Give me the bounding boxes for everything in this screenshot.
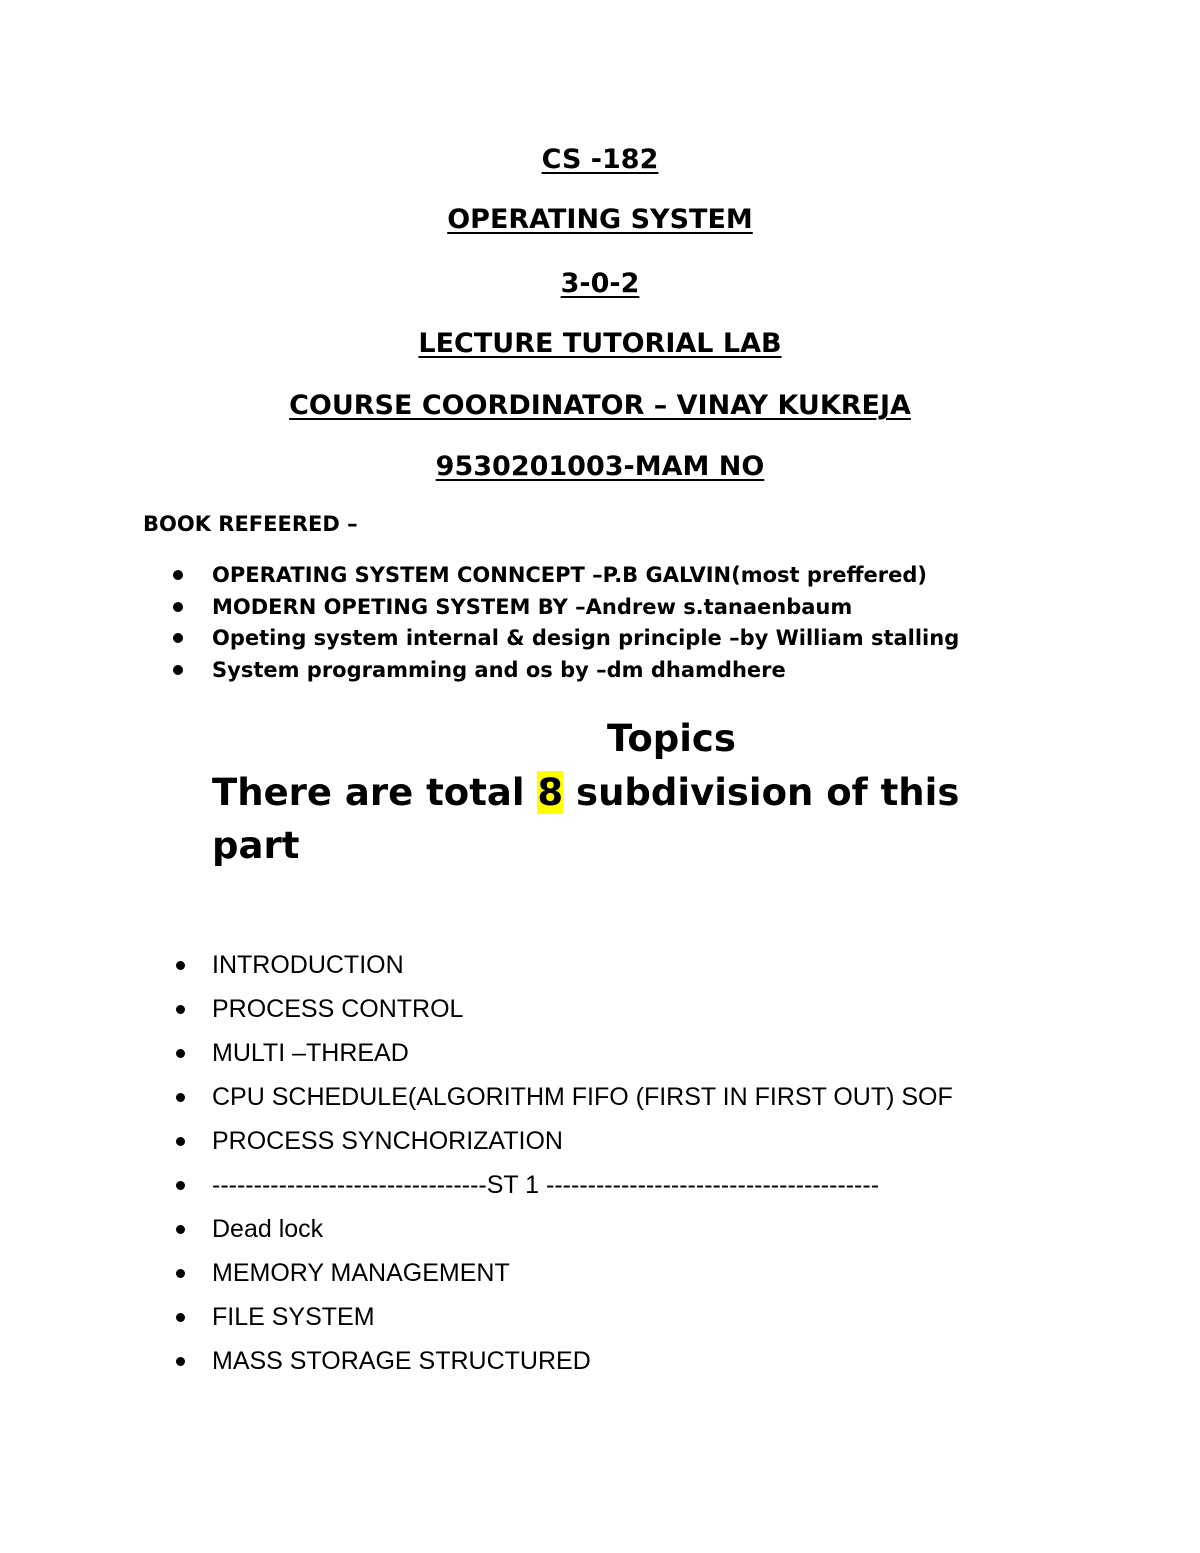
bullet-icon — [176, 1137, 185, 1146]
list-item — [0, 1121, 1200, 1165]
book-list — [0, 560, 1200, 686]
topic-item-text: FILE SYSTEM — [212, 1303, 375, 1331]
list-item — [0, 623, 1200, 655]
list-item — [0, 655, 1200, 687]
list-item — [0, 989, 1200, 1033]
topics-title: Topics — [607, 717, 736, 760]
bullet-icon — [176, 1181, 185, 1190]
list-item — [0, 560, 1200, 592]
subdivision-text-after: subdivision of this part — [212, 771, 960, 867]
list-item — [0, 1341, 1200, 1385]
bullet-icon — [176, 1049, 185, 1058]
topic-item-text: Dead lock — [212, 1215, 324, 1243]
course-name-heading: OPERATING SYSTEM — [447, 204, 753, 235]
list-item — [0, 592, 1200, 624]
subdivision-statement — [212, 766, 1032, 872]
bullet-icon — [176, 961, 185, 970]
bullet-icon — [173, 633, 183, 643]
topic-item-text: MASS STORAGE STRUCTURED — [212, 1347, 591, 1375]
topic-item-text: MULTI –THREAD — [212, 1039, 409, 1067]
topic-item-text: CPU SCHEDULE(ALGORITHM FIFO (FIRST IN FIRST OUT) SOF — [212, 1083, 953, 1111]
list-item — [0, 1077, 1200, 1121]
book-item-text: System programming and os by –dm dhamdhere — [212, 657, 786, 682]
topic-item-text: PROCESS SYNCHORIZATION — [212, 1127, 563, 1155]
contact-heading: 9530201003-MAM NO — [435, 451, 765, 482]
bullet-icon — [176, 1357, 185, 1366]
bullet-icon — [173, 602, 183, 612]
book-item-text: OPERATING SYSTEM CONNCEPT –P.B GALVIN(most preffered) — [212, 563, 927, 587]
bullet-icon — [176, 1005, 185, 1014]
topic-item-text: MEMORY MANAGEMENT — [212, 1259, 510, 1287]
list-item — [0, 1297, 1200, 1341]
topic-item-text: PROCESS CONTROL — [212, 995, 464, 1023]
bullet-icon — [176, 1313, 185, 1322]
bullet-icon — [176, 1269, 185, 1278]
course-code-heading: CS -182 — [541, 144, 659, 175]
bullet-icon — [173, 665, 183, 675]
bullet-icon — [176, 1225, 185, 1234]
credits-heading: 3-0-2 — [560, 268, 640, 299]
book-item-text: MODERN OPETING SYSTEM BY –Andrew s.tanaenbaum — [212, 594, 853, 619]
book-item-text: Opeting system internal & design principle –by William stalling — [212, 626, 960, 650]
subdivision-count-highlight: 8 — [537, 771, 564, 814]
topic-item-text: INTRODUCTION — [212, 951, 404, 979]
books-title: BOOK REFEERED – — [143, 512, 358, 536]
coordinator-heading: COURSE COORDINATOR – VINAY KUKREJA — [289, 390, 911, 421]
list-item — [0, 1253, 1200, 1297]
bullet-icon — [176, 1093, 185, 1102]
list-item — [0, 1033, 1200, 1077]
credit-labels-heading: LECTURE TUTORIAL LAB — [418, 328, 782, 359]
subdivision-text-before: There are total — [212, 771, 538, 814]
list-item — [0, 945, 1200, 989]
topic-list — [0, 945, 1200, 1385]
list-item — [0, 1209, 1200, 1253]
topic-item-text: ---------------------------------ST 1 ---------------------------------------- — [212, 1171, 880, 1199]
bullet-icon — [173, 570, 183, 580]
list-item — [0, 1165, 1200, 1209]
